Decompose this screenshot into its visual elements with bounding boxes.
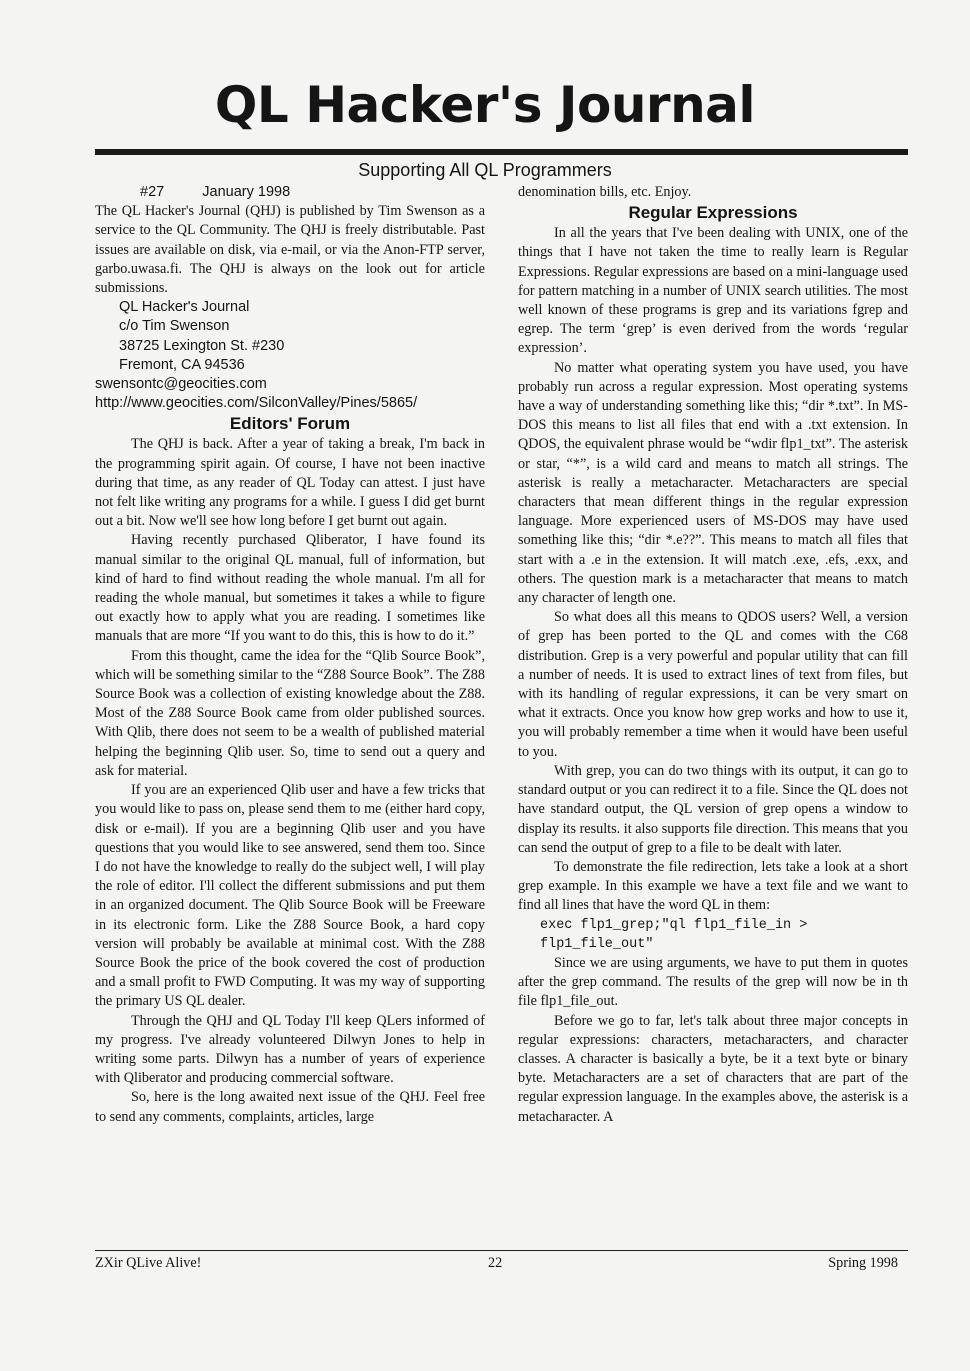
regex-paragraph-4: With grep, you can do two things with its output, it can go to standard output or you can redirect it to a file. Since the QL does not have standard output, the QL version of grep opens a window to display its results. it also supports file direction. This means that you can send the output of grep to a file to be dealt with later.: [518, 762, 908, 856]
journal-subtitle: Supporting All QL Programmers: [358, 160, 612, 180]
regex-paragraph-6: Since we are using arguments, we have to put them in quotes after the grep command. The results of the grep will now be in th file flp1_file_out.: [518, 954, 908, 1010]
intro-paragraph: The QL Hacker's Journal (QHJ) is published by Tim Swenson as a service to the QL Community. The QHJ is freely distributable. Past issues are available on disk, via e-mail, or via the Anon-FTP server, garbo.uwasa.fi. The QHJ is always on the look out for article submissions.: [95, 203, 485, 297]
editors-forum-heading: Editors' Forum: [229, 414, 351, 434]
regex-paragraph-3: So what does all this means to QDOS users? Well, a version of grep has been ported to the QL and comes with the C68 distribution. Grep is a very powerful and popular utility that can fill a number of needs. It is used to extract lines of text from files, but with its handling of regular expressions, it can be very smart on what it extracts. Once you know how grep works and how to use it, you will probably remember a time when it would have been useful to you.: [518, 609, 908, 760]
journal-title: QL Hacker's Journal: [214, 76, 756, 134]
forum-paragraph-5: Through the QHJ and QL Today I'll keep QLers informed of my progress. I've already volunteered Dilwyn Jones to help in writing some parts. Dilwyn has a number of years of experience with Qliberator and producing commercial software.: [95, 1012, 485, 1087]
grep-code-example: exec flp1_grep;"ql flp1_file_in > flp1_file_out": [540, 917, 808, 952]
continuation-text: denomination bills, etc. Enjoy.: [518, 184, 692, 200]
regex-paragraph-2: No matter what operating system you have used, you have probably run across a regular expression. Most operating systems have a way of understanding something like this; “dir *.txt”. In MS-DOS this means to list all files that end with a .txt extension. In QDOS, the equivalent phrase would be “wdir flp1_txt”. The asterisk or star, “*”, is a wild card and means to match all strings. The asterisk is really a metacharacter. Metacharacters are special characters that mean different things in the regular expression language. More experienced users of MS-DOS may have used something like this; “dir *.e??”. This means to match all files that start with a .e in the extension. It will match .exe, .efs, .exx, and others. The question mark is a metacharacter that means to match any character of length one.: [518, 359, 908, 607]
forum-paragraph-4: If you are an experienced Qlib user and have a few tricks that you would like to pass on, please send them to me (either hard copy, disk or e-mail). If you are a beginning Qlib user and you have questions that you would like to see answered, send them too. Since I do not have the knowledge to really do the subject well, I will play the role of editor. I'll collect the different submissions and put them in an organized document. The Qlib Source Book will be Freeware in its electronic form. Like the Z88 Source Book, a hard copy version will probably be available at minimal cost. With the Z88 Source Book the price of the book covered the cost of production and a small profit to FWD Computing. It was my way of supporting the primary US QL dealer.: [95, 782, 485, 1010]
title-rule: [95, 149, 908, 155]
issue-line: [95, 183, 485, 202]
issue-number: #27: [140, 184, 165, 200]
forum-paragraph-3: From this thought, came the idea for the “Qlib Source Book”, which will be something similar to the “Z88 Source Book”. The Z88 Source Book was a collection of existing knowledge about the Z88. Most of the Z88 Source Book came from older published sources. With Qlib, there does not seem to be a wealth of published material helping the beginning Qlib user. So, time to send out a query and ask for material.: [95, 647, 485, 779]
regex-paragraph-5: To demonstrate the file redirection, lets take a look at a short grep example. In this example we have a text file and we want to find all lines that have the word QL in them:: [518, 858, 908, 914]
address-line-3: 38725 Lexington St. #230: [119, 337, 285, 354]
address-line-2: c/o Tim Swenson: [119, 318, 230, 335]
forum-paragraph-2: Having recently purchased Qliberator, I have found its manual similar to the original QL manual, full of information, but kind of hard to find without reading the whole manual. I'm all for reading the whole manual, but sometimes it takes a while to figure out exactly how to apply what you are reading. I sometimes like manuals that are more “If you want to do this, this is how to do it.”: [95, 532, 485, 645]
right-column: [518, 183, 908, 1127]
regex-paragraph-1: In all the years that I've been dealing with UNIX, one of the things that I have not taken the time to really learn is Regular Expressions. Regular expressions are based on a mini-language used for pattern matching in a number of UNIX search utilities. The most well known of these programs is grep and its variations fgrep and egrep. The term ‘grep’ is even derived from the words ‘regular expression’.: [518, 225, 908, 357]
footer-publication: ZXir QLive Alive!: [95, 1255, 202, 1271]
regex-paragraph-7: Before we go to far, let's talk about three major concepts in regular expressions: characters, metacharacters, and character classes. A character is basically a byte, be it a text byte or binary byte. Metacharacters are a set of characters that are part of the regular expression language. In the examples above, the asterisk is a metacharacter. A: [518, 1012, 908, 1125]
email-address[interactable]: swensontc@geocities.com: [95, 376, 267, 393]
website-url[interactable]: http://www.geocities.com/SilconValley/Pines/5865/: [95, 395, 418, 412]
regular-expressions-heading: Regular Expressions: [628, 203, 798, 223]
address-line-1: QL Hacker's Journal: [119, 299, 250, 316]
footer-rule: [95, 1250, 908, 1251]
footer-issue-date: Spring 1998: [828, 1255, 898, 1271]
address-line-4: Fremont, CA 94536: [119, 356, 245, 373]
page-number: 22: [488, 1255, 503, 1271]
left-column: [95, 183, 485, 1127]
forum-paragraph-1: The QHJ is back. After a year of taking a break, I'm back in the programming spirit again. Of course, I have not been inactive during that time, as any reader of QL Today can attest. I just have not felt like writing any programs for a while. I guess I did get burnt out a bit. Now we'll see how long before I get burnt out again.: [95, 436, 485, 530]
forum-paragraph-6: So, here is the long awaited next issue of the QHJ. Feel free to send any comments, complaints, articles, large: [95, 1089, 485, 1125]
issue-date: January 1998: [202, 184, 291, 200]
